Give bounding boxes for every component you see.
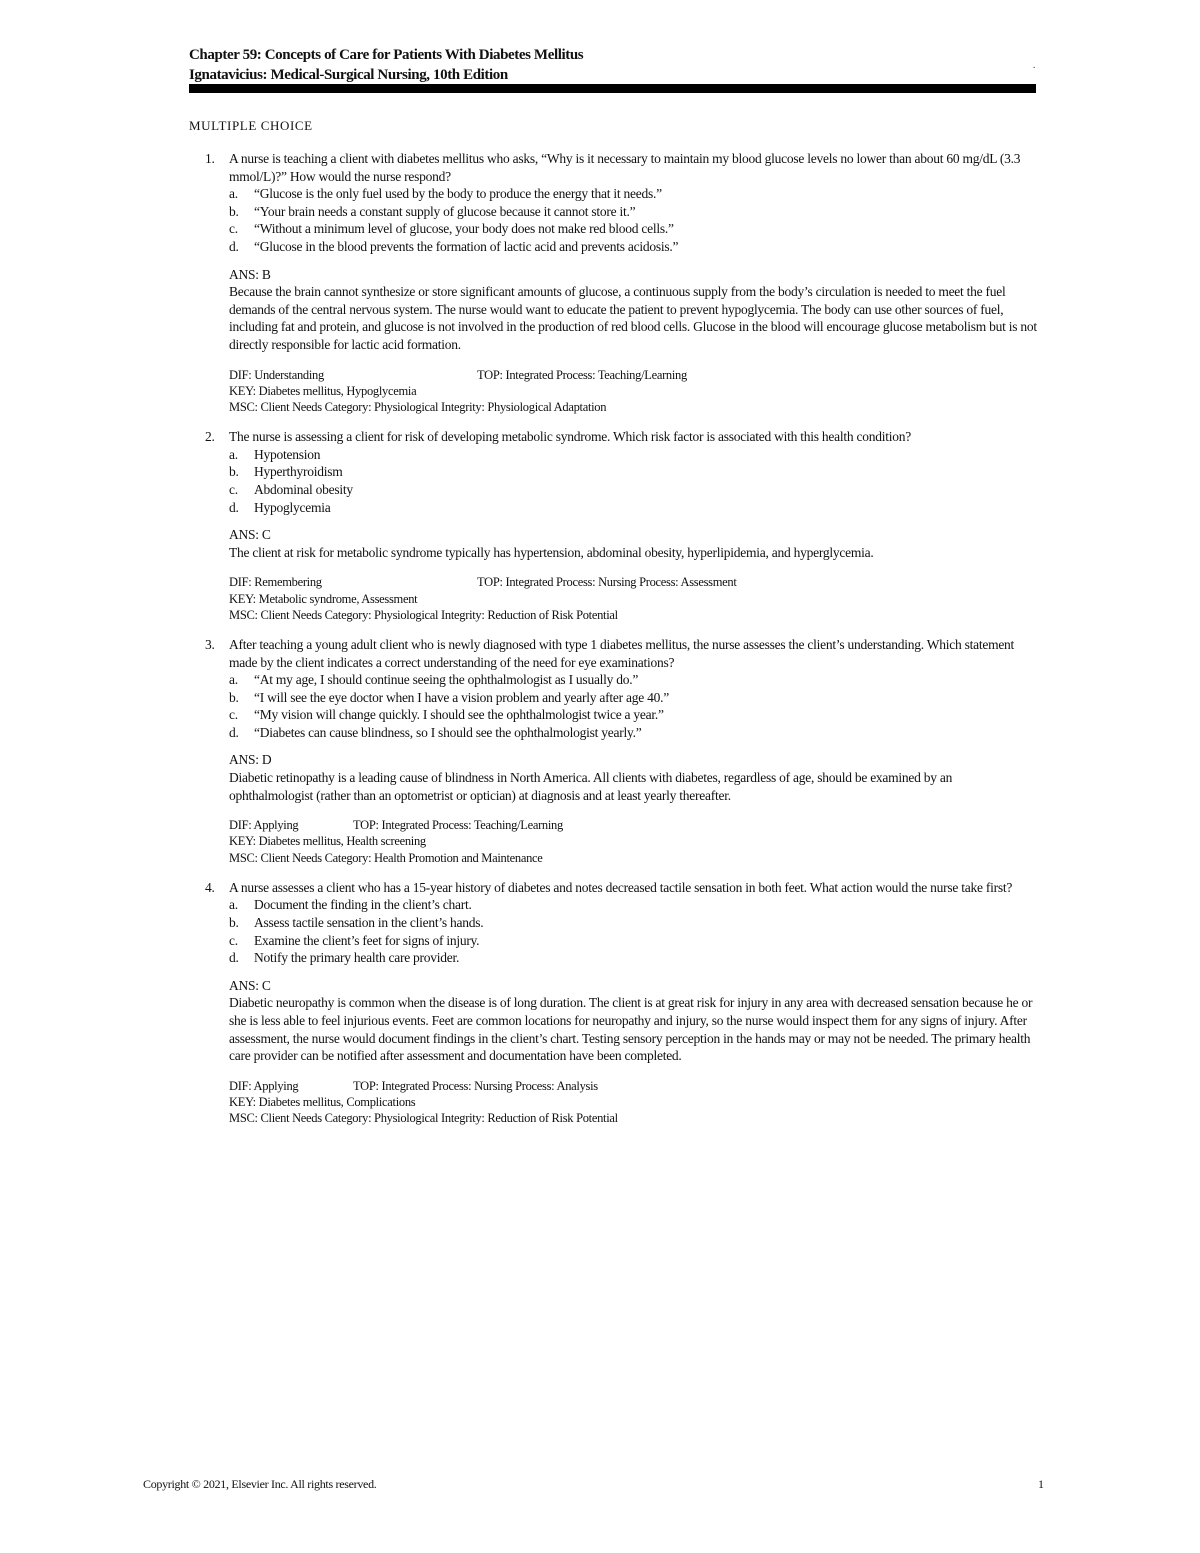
copyright-notice: Copyright © 2021, Elsevier Inc. All rights reserved.: [143, 1477, 377, 1491]
msc: MSC: Client Needs Category: Health Promotion and Maintenance: [229, 850, 543, 865]
option-a: [229, 671, 1039, 689]
option-c: [229, 220, 1039, 238]
option-text: Document the finding in the client’s chart.: [254, 897, 472, 913]
rationale: The client at risk for metabolic syndrome typically has hypertension, abdominal obesity, hyperlipidemia, and hyperglycemia.: [229, 544, 874, 560]
option-b: [229, 203, 1039, 221]
option-text: “Your brain needs a constant supply of glucose because it cannot store it.”: [254, 203, 636, 219]
option-letter: c.: [229, 932, 238, 948]
option-letter: b.: [229, 689, 239, 705]
option-text: “Glucose is the only fuel used by the body to produce the energy that it needs.”: [254, 186, 662, 202]
header-divider: [189, 84, 1036, 93]
option-letter: d.: [229, 724, 239, 740]
section-label: MULTIPLE CHOICE: [189, 118, 313, 133]
answer-key: ANS: D: [229, 752, 272, 768]
question-number: 1.: [205, 151, 215, 166]
option-letter: a.: [229, 186, 238, 202]
question-1: [189, 150, 1039, 415]
option-letter: c.: [229, 481, 238, 497]
option-letter: b.: [229, 915, 239, 931]
option-text: “Without a minimum level of glucose, your body does not make red blood cells.”: [254, 221, 674, 237]
difficulty: DIF: Applying: [229, 1078, 299, 1093]
question-metadata: [229, 574, 1039, 623]
option-text: Notify the primary health care provider.: [254, 950, 460, 966]
option-a: [229, 185, 1039, 203]
rationale: Because the brain cannot synthesize or store significant amounts of glucose, a continuous supply from the body’s circulation is needed to meet the fuel demands of the central nervous system. The nurse would want to educate the patient to prevent hypoglycemia. The body can use other sources of fuel, including fat and protein, and glucose is not involved in the production of red blood cells. Glucose in the blood will encourage glucose metabolism but is not directly responsible for lactic acid formation.: [229, 284, 1037, 352]
rationale: Diabetic retinopathy is a leading cause of blindness in North America. All clients with diabetes, regardless of age, should be examined by an ophthalmologist (rather than an optometrist or optician) at diagnosis and at least yearly thereafter.: [229, 770, 953, 803]
question-number: 4.: [205, 879, 215, 895]
question-metadata: [229, 367, 1039, 416]
chapter-title: Chapter 59: Concepts of Care for Patients With Diabetes Mellitus: [189, 47, 584, 63]
option-letter: c.: [229, 707, 238, 723]
option-c: [229, 932, 1039, 950]
option-text: “I will see the eye doctor when I have a vision problem and yearly after age 40.”: [254, 689, 669, 705]
option-c: [229, 481, 1039, 499]
answer-options: [229, 446, 1039, 516]
question-2: [189, 428, 1039, 623]
option-a: [229, 896, 1039, 914]
msc: MSC: Client Needs Category: Physiological Integrity: Reduction of Risk Potential: [229, 1111, 618, 1126]
msc: MSC: Client Needs Category: Physiological Integrity: Reduction of Risk Potential: [229, 607, 618, 622]
option-d: [229, 499, 1039, 517]
question-stem: A nurse assesses a client who has a 15-year history of diabetes and notes decreased tactile sensation in both feet. What action would the nurse take first?: [229, 879, 1013, 895]
question-stem: A nurse is teaching a client with diabetes mellitus who asks, “Why is it necessary to maintain my blood glucose levels no lower than about 60 mg/dL (3.3 mmol/L)?” How would the nurse respond?: [229, 151, 1021, 184]
option-text: “My vision will change quickly. I should see the ophthalmologist twice a year.”: [254, 707, 664, 723]
option-c: [229, 706, 1039, 724]
option-letter: d.: [229, 950, 239, 966]
option-letter: b.: [229, 203, 239, 219]
option-letter: a.: [229, 897, 238, 913]
answer-key: ANS: C: [229, 977, 271, 993]
topic: TOP: Integrated Process: Teaching/Learning: [477, 367, 687, 382]
page-number: 1: [1038, 1477, 1044, 1491]
option-text: Hypotension: [254, 446, 321, 462]
option-letter: d.: [229, 238, 239, 254]
question-number: 3.: [205, 636, 215, 652]
option-letter: a.: [229, 446, 238, 462]
option-d: [229, 724, 1039, 742]
option-b: [229, 914, 1039, 932]
difficulty: DIF: Understanding: [229, 367, 324, 382]
answer-key: ANS: C: [229, 527, 271, 543]
option-text: Assess tactile sensation in the client’s hands.: [254, 915, 484, 931]
difficulty: DIF: Applying: [229, 818, 299, 833]
option-letter: a.: [229, 672, 238, 688]
option-text: Hypoglycemia: [254, 499, 331, 515]
keywords: KEY: Diabetes mellitus, Hypoglycemia: [229, 383, 417, 398]
option-b: [229, 689, 1039, 707]
option-letter: c.: [229, 221, 238, 237]
question-metadata: [229, 1078, 1039, 1127]
option-a: [229, 446, 1039, 464]
topic: TOP: Integrated Process: Nursing Process: Assessment: [477, 575, 737, 590]
question-4: [189, 879, 1039, 1127]
book-subtitle: Ignatavicius: Medical-Surgical Nursing, 10th Edition: [189, 67, 508, 83]
option-text: “Glucose in the blood prevents the formation of lactic acid and prevents acidosis.”: [254, 238, 679, 254]
option-text: “At my age, I should continue seeing the ophthalmologist as I usually do.”: [254, 672, 639, 688]
question-3: [189, 636, 1039, 866]
msc: MSC: Client Needs Category: Physiological Integrity: Physiological Adaptation: [229, 399, 607, 414]
option-b: [229, 463, 1039, 481]
keywords: KEY: Diabetes mellitus, Health screening: [229, 834, 426, 849]
option-text: Hyperthyroidism: [254, 464, 343, 480]
question-number: 2.: [205, 429, 215, 445]
option-d: [229, 949, 1039, 967]
question-metadata: [229, 817, 1039, 866]
answer-options: [229, 671, 1039, 741]
option-d: [229, 238, 1039, 256]
rationale: Diabetic neuropathy is common when the disease is of long duration. The client is at great risk for injury in any area with decreased sensation because he or she is less able to feel injurious events. Feet are common locations for neuropathy and injury, so the nurse would inspect them for any signs of injury. After assessment, the nurse would document findings in the client’s chart. Testing sensory perception in the hands may or may not be needed. The primary health care provider can be notified after assessment and documentation have been completed.: [229, 995, 1033, 1064]
keywords: KEY: Diabetes mellitus, Complications: [229, 1095, 416, 1109]
question-stem: The nurse is assessing a client for risk of developing metabolic syndrome. Which risk factor is associated with this health condition?: [229, 429, 911, 445]
option-text: Examine the client’s feet for signs of injury.: [254, 932, 480, 948]
topic: TOP: Integrated Process: Nursing Process: Analysis: [353, 1078, 598, 1093]
question-stem: After teaching a young adult client who is newly diagnosed with type 1 diabetes mellitus, the nurse assesses the client’s understanding. Which statement made by the client indicates a correct understanding of the need for eye examinations?: [229, 636, 1015, 670]
keywords: KEY: Metabolic syndrome, Assessment: [229, 591, 418, 606]
option-text: Abdominal obesity: [254, 481, 353, 497]
question-list: [189, 150, 1039, 1126]
difficulty: DIF: Remembering: [229, 575, 322, 590]
option-letter: b.: [229, 464, 239, 480]
option-letter: d.: [229, 499, 239, 515]
topic: TOP: Integrated Process: Teaching/Learning: [353, 818, 563, 833]
answer-options: [229, 185, 1039, 255]
answer-key: ANS: B: [229, 266, 271, 282]
answer-options: [229, 896, 1039, 966]
option-text: “Diabetes can cause blindness, so I should see the ophthalmologist yearly.”: [254, 724, 642, 740]
